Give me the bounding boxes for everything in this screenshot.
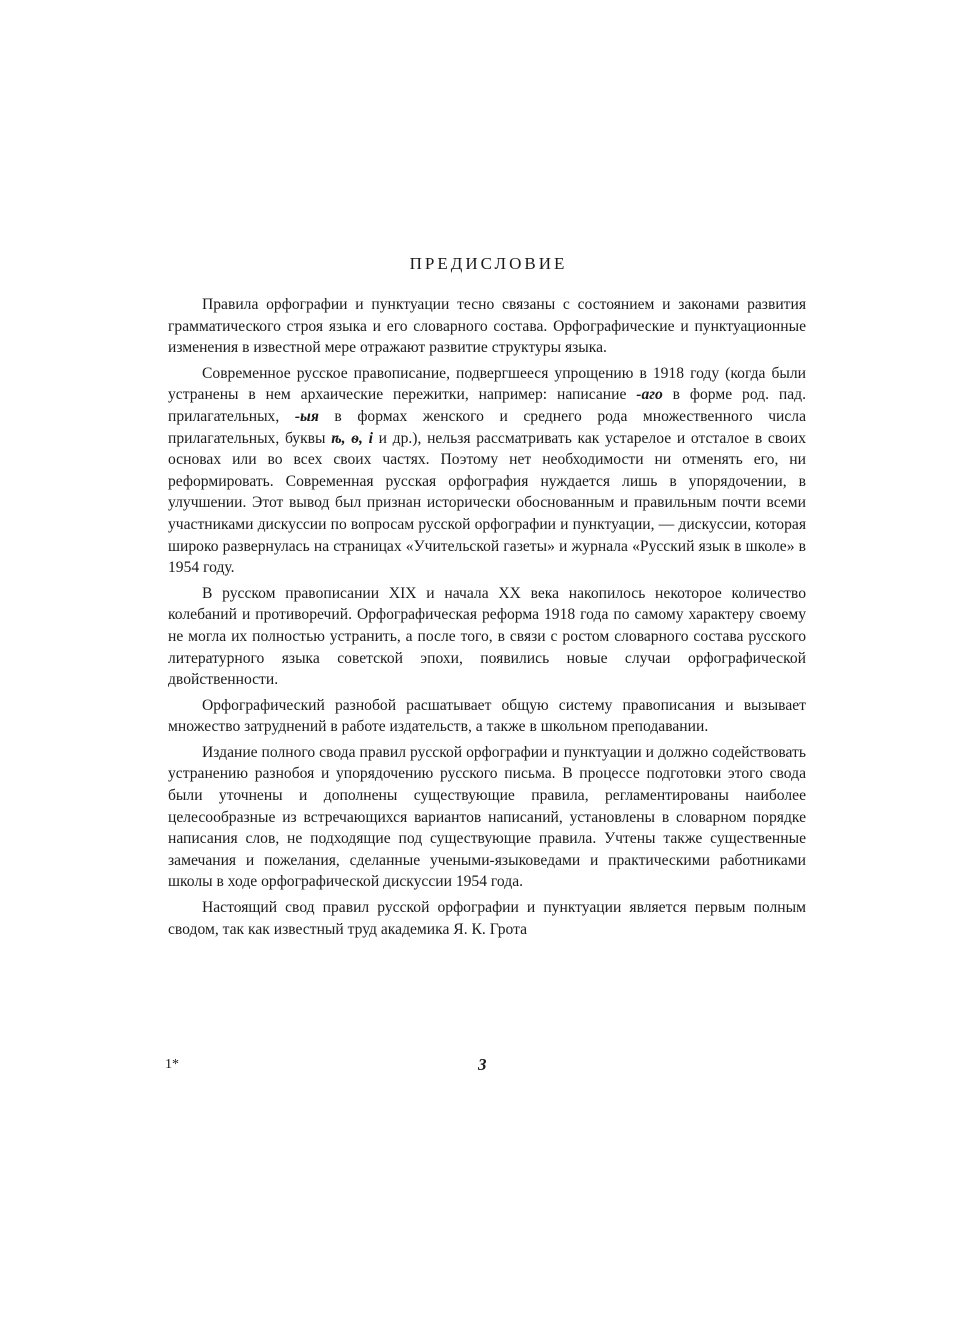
suffix-yya: -ыя	[294, 407, 319, 425]
paragraph-2-part-2: в форме род. пад. прилагательных,	[168, 386, 806, 425]
old-letters: ѣ, ѳ, і	[331, 429, 373, 447]
paragraph-2-part-4: и др.), нельзя рассматривать как устарелое и отсталое в своих основах или во всех своих частях. Поэтому нет необходимости ни отменять его, ни реформировать. Современная русская орфография нуждается лишь в упорядочении, в улучшении. Этот вывод был признан исторически обоснованным и правильным почти всеми участниками дискуссии по вопросам русской орфографии и пунктуации, — дискуссии, которая широко развернулась на страницах «Учительской газеты» и журнала «Русский язык в школе» в 1954 году.	[168, 429, 806, 577]
page-title: ПРЕДИСЛОВИЕ	[409, 254, 568, 273]
paragraph-5: Издание полного свода правил русской орфографии и пунктуации и должно содействовать устранению разнобоя и упорядочению русского письма. В процессе подготовки этого свода были уточнены и дополнены существующие правила, регламентированы наиболее целесообразные из встречающихся вариантов написаний, установлены в словарном порядке написания слов, не подходящие под существующие правила. Учтены также существенные замечания и пожелания, сделанные учеными-языковедами и практическими работниками школы в ходе орфографической дискуссии 1954 года.	[168, 743, 806, 891]
signature-mark: 1*	[165, 1057, 179, 1072]
paragraph-3: В русском правописании XIX и начала XX века накопилось некоторое количество колебаний и противоречий. Орфографическая реформа 1918 года по самому характеру своему не могла их полностью устранить, а после того, в связи с ростом словарного состава русского литературного языка советской эпохи, появились новые случаи орфографической двойственности.	[168, 584, 806, 689]
suffix-ago: -аго	[636, 386, 663, 404]
body-text	[168, 294, 806, 944]
paragraph-2-part-3: в формах женского и среднего рода множественного числа прилагательных, буквы	[168, 407, 807, 447]
paragraph-6: Настоящий свод правил русской орфографии и пунктуации является первым полным сводом, так как известный труд академика Я. К. Грота	[168, 899, 806, 938]
paragraph-4: Орфографический разнобой расшатывает общую систему правописания и вызывает множество затруднений в работе издательств, а также в школьном преподавании.	[168, 696, 806, 736]
paragraph-2-part-1: Современное русское правописание, подвергшееся упрощению в 1918 году (когда были устранены в нем архаические пережитки, например: написание	[168, 364, 806, 404]
paragraph-1: Правила орфографии и пунктуации тесно связаны с состоянием и законами развития грамматического строя языка и его словарного состава. Орфографические и пунктуационные изменения в известной мере отражают развитие структуры языка.	[168, 296, 806, 357]
page-number: 3	[478, 1055, 487, 1074]
paragraph-2	[168, 363, 806, 579]
